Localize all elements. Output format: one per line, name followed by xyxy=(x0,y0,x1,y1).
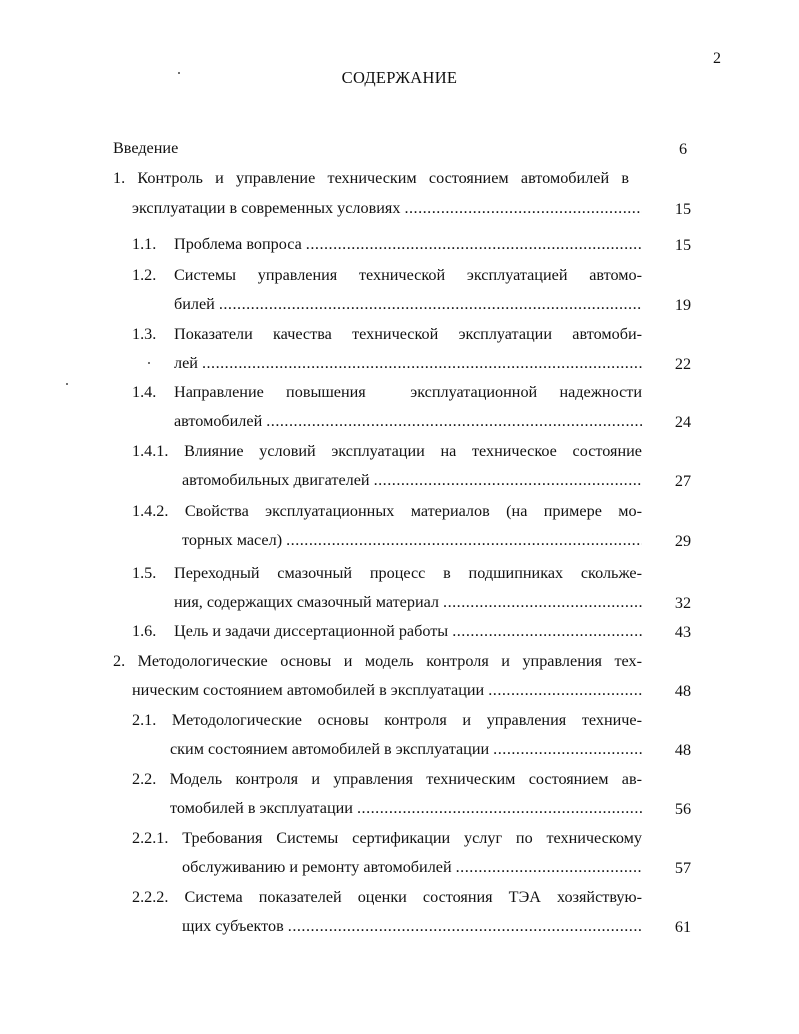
toc-num: 1.4.1. xyxy=(132,442,169,460)
toc-line1: Контроль и управление техническим состоянием автомобилей в xyxy=(137,169,630,187)
toc-line2: эксплуатации в современных условиях xyxy=(132,199,401,217)
toc-line2: автомобильных двигателей xyxy=(182,471,370,489)
dot-leader xyxy=(202,352,642,374)
toc-page: 27 xyxy=(674,472,692,490)
toc-entry-s2-1[interactable] xyxy=(132,709,642,731)
toc-line1: Свойства эксплуатационных материалов (на примере мо- xyxy=(184,502,642,520)
toc-page: 29 xyxy=(674,532,692,550)
toc-entry-s1-4-1[interactable] xyxy=(132,440,642,462)
toc-line2: ния, содержащих смазочный материал xyxy=(174,593,440,611)
toc-line2: щих субъектов xyxy=(182,917,284,935)
dot-leader xyxy=(493,738,642,760)
toc-entry-s2-2-2-line2 xyxy=(182,915,642,937)
toc-page: 15 xyxy=(674,236,692,254)
toc-line2: торных масел) xyxy=(182,531,283,549)
toc-entry-s1-3[interactable] xyxy=(174,323,642,345)
toc-entry-s1-5-line2 xyxy=(174,591,642,613)
toc-entry-s1-1[interactable] xyxy=(174,233,642,255)
toc-line1: Модель контроля и управления техническим состоянием ав- xyxy=(169,770,642,788)
toc-page: 43 xyxy=(674,623,692,641)
toc-line1: Методологические основы контроля и управления техниче- xyxy=(171,711,643,729)
scan-speck xyxy=(178,72,180,74)
toc-line1: Системы управления технической эксплуатацией автомо- xyxy=(174,266,642,284)
toc-line2: обслуживанию и ремонту автомобилей xyxy=(182,858,452,876)
toc-line2: автомобилей xyxy=(174,412,263,430)
toc-entry-s1-4-line2 xyxy=(174,410,642,432)
toc-entry-title: Введение xyxy=(113,139,179,157)
toc-entry-s2-2-1[interactable] xyxy=(132,827,642,849)
toc-entry-ch2[interactable] xyxy=(113,650,642,672)
toc-entry-s2-2-2[interactable] xyxy=(132,886,642,908)
toc-line1: Система показателей оценки состояния ТЭА хозяйствую- xyxy=(184,888,642,906)
dot-leader xyxy=(456,856,642,878)
toc-entry-ch2-line2 xyxy=(132,679,642,701)
toc-entry-s1-5[interactable] xyxy=(174,562,642,584)
toc-line2: билей xyxy=(174,295,215,313)
toc-line1: Направление повышения эксплуатационной надежности xyxy=(174,383,642,401)
toc-line1: Показатели качества технической эксплуатации автомоби- xyxy=(174,325,642,343)
toc-entry-s1-2[interactable] xyxy=(174,264,642,286)
scan-speck xyxy=(148,362,150,364)
dot-leader xyxy=(374,469,642,491)
scan-speck xyxy=(66,383,68,385)
toc-line2: лей xyxy=(174,354,198,372)
toc-num: 2.2. xyxy=(132,770,157,788)
toc-entry-ch1[interactable] xyxy=(113,167,629,189)
toc-line1: Методологические основы и модель контроля и управления тех- xyxy=(137,652,643,670)
toc-entry-s1-3-line2 xyxy=(174,352,642,374)
toc-entry-intro[interactable] xyxy=(113,137,178,159)
dot-leader xyxy=(219,293,642,315)
toc-line1: Требования Системы сертификации услуг по техническому xyxy=(182,829,642,847)
toc-page: 15 xyxy=(674,200,692,218)
toc-page: 22 xyxy=(674,355,692,373)
toc-line1: Переходный смазочный процесс в подшипниках скольже- xyxy=(174,564,642,582)
toc-page: 48 xyxy=(674,741,692,759)
toc-entry-s2-2-1-line2 xyxy=(182,856,642,878)
toc-num: 1. xyxy=(113,169,126,187)
toc-num: 2.1. xyxy=(132,711,157,729)
toc-page: 24 xyxy=(674,413,692,431)
toc-page: 19 xyxy=(674,296,692,314)
dot-leader xyxy=(266,410,642,432)
toc-line2: ническим состоянием автомобилей в эксплуатации xyxy=(132,681,485,699)
toc-page: 61 xyxy=(674,918,692,936)
dot-leader xyxy=(404,197,642,219)
toc-entry-s1-4-2[interactable] xyxy=(132,500,642,522)
toc-entry-s1-4-2-line2 xyxy=(182,529,642,551)
toc-line2: ским состоянием автомобилей в эксплуатации xyxy=(170,740,490,758)
toc-page: 57 xyxy=(674,859,692,877)
toc-num: 1.4.2. xyxy=(132,502,169,520)
toc-line1: Влияние условий эксплуатации на техническое состояние xyxy=(184,442,642,460)
toc-num: 1.4. xyxy=(132,383,157,401)
toc-num: 1.2. xyxy=(132,266,157,284)
toc-entry-title: Цель и задачи диссертационной работы xyxy=(174,622,449,640)
dot-leader xyxy=(443,591,642,613)
toc-entry-s1-4-1-line2 xyxy=(182,469,642,491)
toc-entry-s1-4[interactable] xyxy=(174,381,642,403)
page-number: 2 xyxy=(713,50,721,67)
dot-leader xyxy=(286,529,642,551)
toc-page: 56 xyxy=(674,800,692,818)
toc-num: 1.6. xyxy=(132,622,157,640)
toc-num: 1.5. xyxy=(132,564,157,582)
toc-entry-s1-6[interactable] xyxy=(174,620,642,642)
toc-num: 2. xyxy=(113,652,126,670)
page-title: СОДЕРЖАНИЕ xyxy=(341,68,458,87)
toc-num: 2.2.2. xyxy=(132,888,169,906)
toc-num: 1.1. xyxy=(132,235,157,253)
toc-num: 1.3. xyxy=(132,325,157,343)
toc-num: 2.2.1. xyxy=(132,829,169,847)
toc-entry-s2-1-line2 xyxy=(170,738,642,760)
toc-page: 32 xyxy=(674,594,692,612)
toc-entry-s2-2-line2 xyxy=(170,797,642,819)
toc-entry-s1-2-line2 xyxy=(174,293,642,315)
toc-page: 48 xyxy=(674,682,692,700)
toc-page: 6 xyxy=(678,140,688,158)
dot-leader xyxy=(357,797,642,819)
dot-leader xyxy=(488,679,642,701)
toc-entry-title: Проблема вопроса xyxy=(174,235,302,253)
toc-entry-s2-2[interactable] xyxy=(132,768,642,790)
toc-line2: томобилей в эксплуатации xyxy=(170,799,353,817)
dot-leader xyxy=(306,233,642,255)
dot-leader xyxy=(288,915,642,937)
dot-leader xyxy=(452,620,642,642)
toc-entry-ch1-line2 xyxy=(132,197,642,219)
